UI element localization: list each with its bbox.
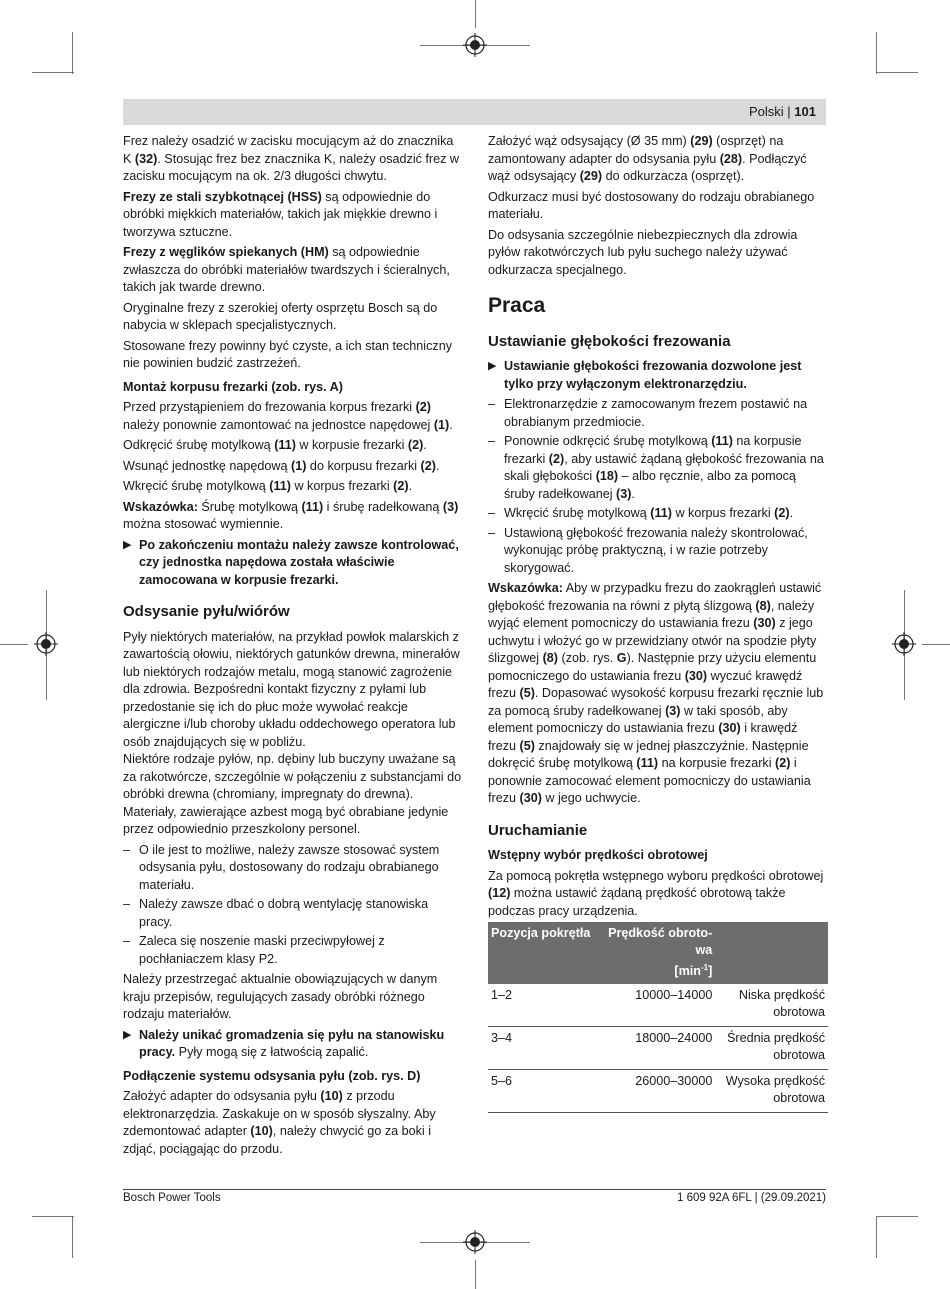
crop-mark: [475, 1260, 476, 1289]
header-separator: |: [787, 104, 791, 119]
table-row: [488, 984, 828, 1027]
dash-list: [488, 396, 828, 577]
warning-item: ▶ Należy unikać gromadzenia się pyłu na stanowisku pracy. Pyły mogą się z łatwością zapalić.: [123, 1027, 445, 1059]
note: Wskazówka: Aby w przypadku frezu do zaokrągleń ustawić głębokość frezowania na równi z płytą ślizgową (8), należy wyjąć element pomocniczy do ustawiania frezu (30) z jego uchwytu i włożyć go w przewidziany otwór na spodzie płyty ślizgowej (8) (zob. rys. G). Następnie przy użyciu elementu pomocniczego do ustawiania frezu (30) wyczuć krawędź frezu (5). Dopasować wysokość korpusu frezarki ręcznie lub za pomocą śruby radełkowanej (3) w taki sposób, aby element pomocniczy do ustawiania frezu (30) i krawędź frezu (5) znajdowały się w jednej płaszczyźnie. Następnie dokręcić śrubę motylkową (11) na korpusie frezarki (2) i ponownie zamocować element pomocniczy do ustawiania frezu (30) w jego uchwycie.: [488, 581, 824, 805]
paragraph: Niektóre rodzaje pyłów, np. dębiny lub buczyny uważane są za rakotwórcze, szczególnie w połączeniu z substancjami do obróbki drewna (chromiany, impregnaty do drewna). Materiały, zawierające azbest mogą być obrabiane jedynie przez odpowiednio przeszkolony personel.: [123, 752, 462, 836]
paragraph: Wkręcić śrubę motylkową (11) w korpus frezarki (2).: [123, 479, 413, 493]
crop-mark: [72, 32, 73, 74]
crop-mark: [876, 32, 877, 74]
dash-list: [123, 842, 463, 969]
paragraph: Do odsysania szczególnie niebezpiecznych dla zdrowia pyłów rakotwórczych lub pyłu suchego należy używać odkurzacza specjalnego.: [488, 227, 798, 277]
paragraph: Frez należy osadzić w zacisku mocującym aż do znacznika K (32). Stosując frez bez znacznika K, należy osadzić frez w zacisku mocującym na ok. 2/3 długości chwytu.: [123, 134, 459, 183]
subheading-mount: Montaż korpusu frezarki (zob. rys. A): [123, 379, 343, 394]
footer-docid: 1 609 92A 6FL | (29.09.2021): [677, 1192, 826, 1204]
crop-mark: [475, 0, 476, 28]
subheading-speed: Wstępny wybór prędkości obrotowej: [488, 848, 708, 862]
table-header-description: [715, 922, 828, 984]
table-cell-speed: 26000–30000: [605, 1070, 716, 1113]
header-language: Polski: [748, 104, 784, 119]
paragraph: Za pomocą pokrętła wstępnego wyboru prędkości obrotowej (12) można ustawić żądaną prędkość obrotową także podczas pracy urządzenia.: [488, 868, 824, 918]
crop-mark: [876, 1216, 877, 1258]
crop-mark: [0, 644, 28, 645]
list-item: – O ile jest to możliwe, należy zawsze stosować system odsysania pyłu, dostosowany do rodzaju obrabianego materiału.: [123, 842, 463, 895]
speed-table: [488, 922, 828, 1113]
table-cell-speed: 10000–14000: [605, 984, 716, 1027]
crop-mark: [876, 1216, 918, 1217]
table-cell-description: Średnia prędkość obrotowa: [715, 1027, 828, 1070]
paragraph: Pyły niektórych materiałów, na przykład powłok malarskich z zawartością ołowiu, niektórych gatunków drewna, minerałów lub niektórych rodzajów metalu, mogą stanowić zagrożenie dla zdrowia. Bezpośredni kontakt fizyczny z pyłami lub przedostanie się ich do płuc może wywołać reakcje alergiczne i/lub choroby układu oddechowego operatora lub osób znajdujących się w pobliżu.: [123, 629, 460, 749]
crop-mark: [32, 1216, 74, 1217]
paragraph: Założyć adapter do odsysania pyłu (10) z przodu elektronarzędzia. Zaskakuje on w sposób słyszalny. Aby zdemontować adapter (10), należy chwycić go za boki i zdjąć, pociągając do przodu.: [123, 1089, 436, 1156]
registration-mark-icon: [463, 1230, 487, 1254]
paragraph: Frezy ze stali szybkotnącej (HSS) są odpowiednie do obróbki miękkich materiałów, takich jak miękkie drewno i tworzywa sztuczne.: [123, 189, 438, 239]
table-cell-position: 3–4: [488, 1027, 605, 1070]
footer-brand: Bosch Power Tools: [123, 1192, 221, 1204]
list-item: – Należy zawsze dbać o dobrą wentylację stanowiska pracy.: [123, 896, 463, 931]
table-cell-position: 1–2: [488, 984, 605, 1027]
section-heading-depth: Ustawianie głębokości frezowania: [488, 332, 731, 350]
list-item: – Wkręcić śrubę motylkową (11) w korpus frezarki (2).: [488, 505, 828, 523]
page-header: [123, 99, 826, 125]
table-row: [488, 1070, 828, 1113]
warning-item: ▶ Ustawianie głębokości frezowania dozwolone jest tylko przy wyłączonym elektronarzędziu.: [488, 359, 802, 391]
section-heading-work: Praca: [488, 294, 546, 317]
paragraph: Wsunąć jednostkę napędową (1) do korpusu frezarki (2).: [123, 458, 440, 473]
crop-mark: [922, 644, 950, 645]
list-item: – Zaleca się noszenie maski przeciwpyłowej z pochłaniaczem klasy P2.: [123, 933, 463, 968]
paragraph: Odkręcić śrubę motylkową (11) w korpusie frezarki (2).: [123, 438, 427, 452]
crop-mark: [876, 72, 918, 73]
crop-mark: [32, 72, 74, 73]
right-column: [488, 133, 828, 1113]
crop-mark: [72, 1216, 73, 1258]
registration-mark-icon: [34, 632, 58, 656]
triangle-bullet-icon: ▶: [123, 538, 132, 551]
triangle-bullet-icon: ▶: [123, 1028, 132, 1041]
list-item: – Ponownie odkręcić śrubę motylkową (11) na korpusie frezarki (2), aby ustawić żądaną głębokość frezowania na skali głębokości (18) – albo ręcznie, albo za pomocą śruby radełkowanej (3).: [488, 433, 828, 503]
table-header-speed: Prędkość obroto- wa $[\min^{-1}]$: [605, 922, 716, 984]
subheading-connection: Podłączenie systemu odsysania pyłu (zob. rys. D): [123, 1068, 421, 1083]
list-item: – Ustawioną głębokość frezowania należy skontrolować, wykonując próbę praktyczną, i w razie potrzeby skorygować.: [488, 525, 828, 578]
triangle-bullet-icon: ▶: [488, 360, 497, 372]
table-header-row: [488, 922, 828, 984]
page-number: 101: [794, 104, 816, 119]
paragraph: Należy przestrzegać aktualnie obowiązujących w danym kraju przepisów, regulujących zasady obróbki różnego rodzaju materiałów.: [123, 972, 438, 1021]
page-header-text: [749, 104, 816, 119]
registration-mark-icon: [892, 632, 916, 656]
registration-mark-icon: [463, 33, 487, 57]
table-cell-speed: 18000–24000: [605, 1027, 716, 1070]
left-column: [123, 133, 463, 1161]
list-item: – Elektronarzędzie z zamocowanym frezem postawić na obrabianym przedmiocie.: [488, 396, 828, 431]
paragraph: Założyć wąż odsysający (Ø 35 mm) (29) (osprzęt) na zamontowany adapter do odsysania pyłu (28). Podłączyć wąż odsysający (29) do odkurzacza (osprzęt).: [488, 134, 807, 183]
table-cell-position: 5–6: [488, 1070, 605, 1113]
note: Wskazówka: Śrubę motylkową (11) i śrubę radełkowaną (3) można stosować wymiennie.: [123, 499, 459, 531]
paragraph: Oryginalne frezy z szerokiej oferty osprzętu Bosch są do nabycia w sklepach specjalistycznych.: [123, 300, 438, 332]
footer-divider: [123, 1189, 826, 1190]
table-cell-description: Wysoka prędkość obrotowa: [715, 1070, 828, 1113]
table-cell-description: Niska prędkość obrotowa: [715, 984, 828, 1027]
table-row: [488, 1027, 828, 1070]
warning-item: ▶ Po zakończeniu montażu należy zawsze kontrolować, czy jednostka napędowa została właściwie zamocowana w korpusie frezarki.: [123, 537, 459, 587]
section-heading-start: Uruchamianie: [488, 821, 588, 839]
paragraph: Frezy z węglików spiekanych (HM) są odpowiednie zwłaszcza do obróbki materiałów twardszych i ścieralnych, takich jak twarde drewno.: [123, 245, 450, 294]
section-heading-dust: Odsysanie pyłu/wiórów: [123, 603, 290, 620]
table-header-position: Pozycja pokrętła: [488, 922, 605, 984]
paragraph: Przed przystąpieniem do frezowania korpus frezarki (2) należy ponownie zamontować na jednostce napędowej (1).: [123, 400, 453, 432]
paragraph: Odkurzacz musi być dostosowany do rodzaju obrabianego materiału.: [488, 189, 815, 221]
paragraph: Stosowane frezy powinny być czyste, a ich stan techniczny nie powinien budzić zastrzeżeń.: [123, 338, 452, 370]
